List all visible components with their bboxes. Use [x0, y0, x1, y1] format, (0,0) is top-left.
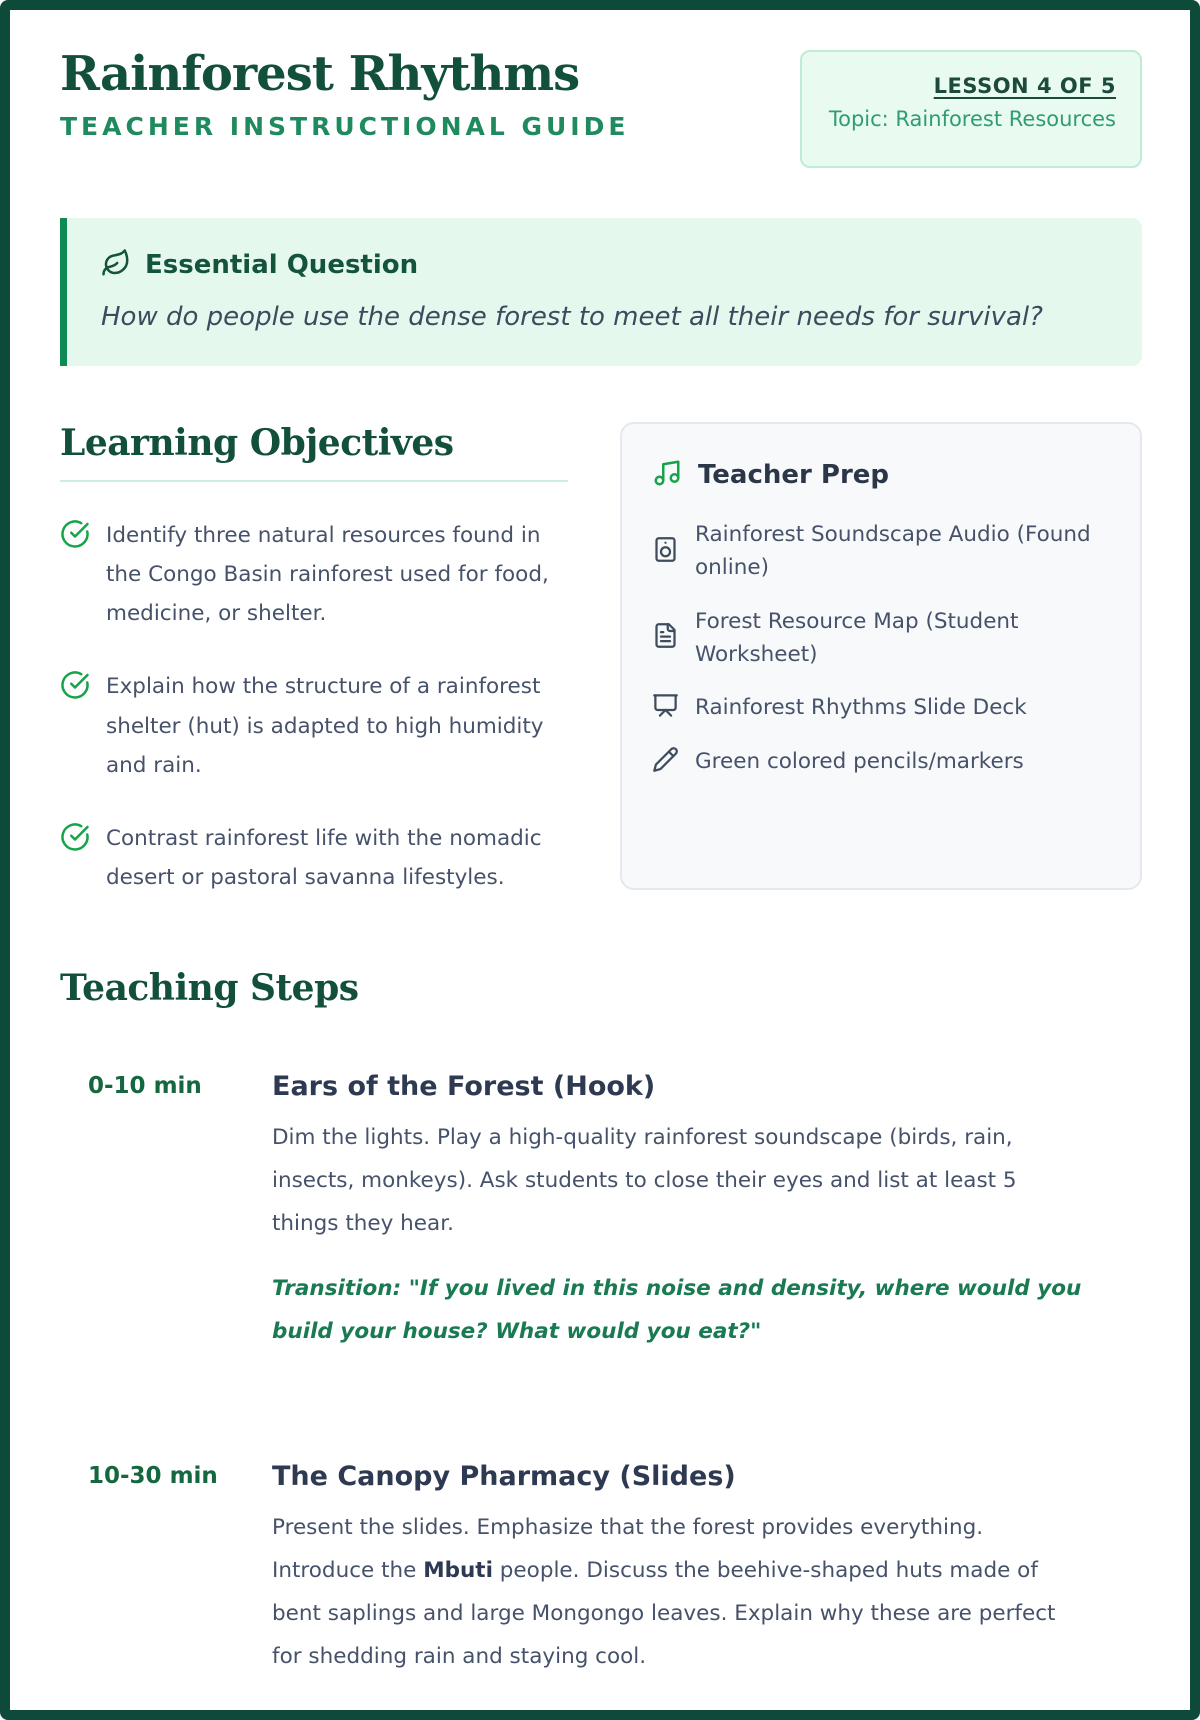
header — [60, 48, 1142, 168]
step-title: Ears of the Forest (Hook) — [272, 1071, 656, 1102]
essential-question-box — [60, 218, 1142, 366]
file-text-icon — [652, 622, 679, 653]
prep-label: Rainforest Rhythms Slide Deck — [695, 695, 1027, 721]
prep-item — [652, 518, 1110, 585]
step-transition: Transition: "If you lived in this noise and density, where would you build your house? What would you eat?" — [272, 1276, 1082, 1344]
prep-item — [652, 605, 1110, 672]
essential-question-text: How do people use the dense forest to meet all their needs for survival? — [101, 302, 1043, 332]
step-body: Present the slides. Emphasize that the forest provides everything. Introduce the Mbuti people. Discuss the beehive-shaped huts made of bent saplings and large Mongongo leaves. Explain why these are perfect for shedding rain and staying cool. — [272, 1515, 1056, 1669]
lesson-topic: Topic: Rainforest Resources — [828, 107, 1116, 131]
objective-text: Explain how the structure of a rainforest shelter (hut) is adapted to high humidity and rain. — [106, 674, 544, 778]
prep-label: Forest Resource Map (Student Worksheet) — [695, 608, 1019, 667]
lesson-number: LESSON 4 OF 5 — [933, 74, 1116, 98]
objective-item — [60, 819, 568, 897]
step-2 — [88, 1461, 1142, 1678]
check-circle-icon — [60, 819, 90, 897]
step-time: 0-10 min — [88, 1073, 202, 1099]
prep-label: Rainforest Soundscape Audio (Found online) — [695, 522, 1091, 581]
prep-item — [652, 691, 1110, 724]
prep-list — [652, 518, 1110, 778]
pencil-icon — [652, 746, 679, 777]
objective-item — [60, 667, 568, 784]
leaf-icon — [101, 248, 131, 282]
presentation-icon — [652, 692, 679, 723]
steps-list — [60, 1071, 1142, 1678]
lesson-badge — [800, 50, 1142, 168]
music-note-icon — [652, 458, 682, 492]
step-time: 10-30 min — [88, 1463, 218, 1489]
speaker-icon — [652, 536, 679, 567]
teacher-prep-header — [652, 458, 1110, 492]
learning-objectives-title: Learning Objectives — [60, 422, 568, 482]
objective-text: Contrast rainforest life with the nomadic desert or pastoral savanna lifestyles. — [106, 825, 542, 890]
bold-word: Mbuti — [423, 1558, 493, 1583]
teaching-steps-title: Teaching Steps — [60, 967, 359, 1009]
check-circle-icon — [60, 667, 90, 784]
step-1 — [88, 1071, 1142, 1353]
objective-list — [60, 516, 568, 897]
check-circle-icon — [60, 516, 90, 633]
essential-question-title: Essential Question — [145, 250, 419, 280]
prep-label: Green colored pencils/markers — [695, 748, 1024, 774]
teacher-prep-card — [620, 422, 1142, 890]
essential-question-header — [101, 248, 1106, 282]
objective-item — [60, 516, 568, 633]
prep-item — [652, 745, 1110, 778]
step-title: The Canopy Pharmacy (Slides) — [272, 1461, 736, 1492]
objectives-and-prep — [60, 422, 1142, 897]
teacher-prep-title: Teacher Prep — [698, 460, 890, 490]
objective-text: Identify three natural resources found in the Congo Basin rainforest used for food, medicine, or shelter. — [106, 523, 549, 627]
page-title: Rainforest Rhythms — [60, 46, 580, 102]
page-subtitle: TEACHER INSTRUCTIONAL GUIDE — [60, 111, 630, 141]
step-body: Dim the lights. Play a high-quality rainforest soundscape (birds, rain, insects, monkeys). Ask students to close their eyes and list at least 5 things they hear. — [272, 1125, 1017, 1236]
learning-objectives-section — [60, 422, 568, 897]
step-content — [272, 1071, 1142, 1353]
title-block — [60, 48, 629, 141]
step-content — [272, 1461, 1142, 1678]
